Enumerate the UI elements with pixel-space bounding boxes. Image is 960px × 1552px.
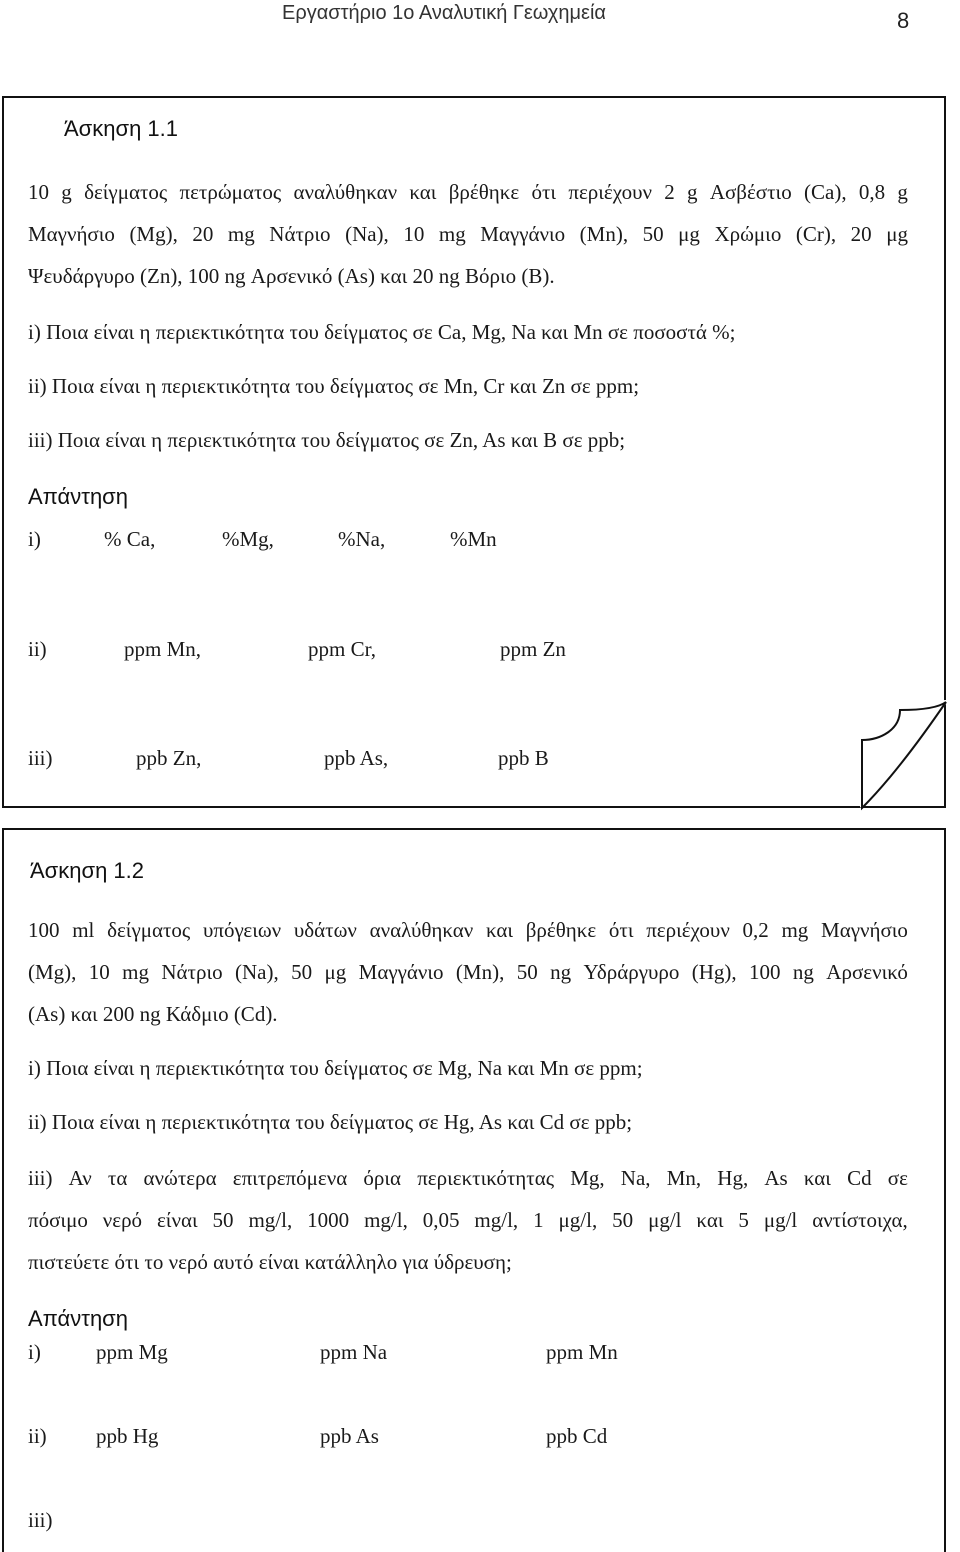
word: (Mn), [579,222,629,246]
answer-item: ppb Zn, [136,746,202,770]
word: g [687,180,698,204]
word: (Cr), [795,222,837,246]
answer-label: iii) [28,1508,53,1532]
header-title: Εργαστήριο 1ο Αναλυτική Γεωχημεία [282,2,606,24]
word: υδάτων [293,918,357,942]
exercise-1-intro-line-3: Ψευδάργυρο (Zn), 100 ng Αρσενικό (As) και 20 ng Βόριο (B). [28,264,555,288]
word: mg/l, [364,1208,408,1232]
word: ανώτερα [143,1166,217,1190]
answer-item: ppm Na [320,1340,388,1364]
word: Χρώμιο [714,222,782,246]
word: ότι [608,918,634,942]
word: αντίστοιχα, [812,1208,908,1232]
word: σε [887,1166,908,1190]
exercise-1-title: Άσκηση 1.1 [64,116,179,141]
answer-label: ii) [28,1424,47,1448]
word: Mg, [570,1166,605,1190]
word: Na, [620,1166,651,1190]
word: βρέθηκε [448,180,520,204]
word: 0,05 [422,1208,460,1232]
word: 50 [642,222,664,246]
word: Ασβέστιο [709,180,792,204]
word: (Na), [345,222,389,246]
word: 0,8 [858,180,886,204]
word: Αρσενικό [826,960,908,984]
word: 50 [291,960,313,984]
answer-item: ppm Cr, [308,637,376,661]
word: mg [122,960,150,984]
answer-item: ppb As [320,1424,379,1448]
word: δείγματος [84,180,168,204]
word: Hg, [717,1166,749,1190]
exercise-1-answer-heading: Απάντηση [28,484,128,509]
page-number: 8 [897,8,910,33]
answer-item: ppm Mn [546,1340,618,1364]
word: επιτρεπόμενα [232,1166,348,1190]
word: Mn, [666,1166,702,1190]
word: αναλύθηκαν [369,918,474,942]
word: 10 [403,222,425,246]
word: μg/l [648,1208,682,1232]
word: 50 [516,960,538,984]
word: Μαγνήσιο [821,918,908,942]
answer-label: iii) [28,746,53,770]
word: 1 [533,1208,544,1232]
word: 20 [850,222,872,246]
word: 100 [28,918,60,942]
word: πόσιμο [28,1208,88,1232]
word: 0,2 [742,918,769,942]
answer-item: %Mg, [222,527,274,551]
word: μg [886,222,908,246]
word: (Mg), [129,222,178,246]
word: Μαγνήσιο [28,222,115,246]
answer-label: i) [28,1340,41,1364]
word: mg [227,222,255,246]
word: iii) [28,1166,53,1190]
word: ότι [531,180,557,204]
word: 1000 [307,1208,350,1232]
page-curl-icon [860,700,950,812]
exercise-1-question-3: iii) Ποια είναι η περιεκτικότητα του δείγματος σε Zn, As και B σε ppb; [28,428,626,452]
word: μg/l, [558,1208,598,1232]
exercise-2-question-2: ii) Ποια είναι η περιεκτικότητα του δείγματος σε Hg, As και Cd σε ppb; [28,1110,633,1134]
word: υπόγειων [202,918,282,942]
word: (Ca), [804,180,847,204]
word: mg [438,222,466,246]
word: As [764,1166,788,1190]
word: τα [107,1166,128,1190]
exercise-2-question-1: i) Ποια είναι η περιεκτικότητα του δείγματος σε Mg, Na και Mn σε ppm; [28,1056,643,1080]
word: Νάτριο [161,960,223,984]
word: Αν [68,1166,92,1190]
exercise-1-question-2: ii) Ποια είναι η περιεκτικότητα του δείγματος σε Mn, Cr και Zn σε ppm; [28,374,640,398]
word: περιέχουν [646,918,730,942]
exercise-2-question-3-line-1 [28,1166,908,1191]
word: δείγματος [107,918,191,942]
word: 10 [88,960,110,984]
word: 50 [612,1208,634,1232]
answer-item: ppm Zn [500,637,566,661]
exercise-2-answer-heading: Απάντηση [28,1306,128,1331]
answer-item: ppm Mg [96,1340,168,1364]
exercise-2-intro-line-1 [28,918,908,943]
word: 100 [749,960,781,984]
word: ng [792,960,814,984]
word: και [485,918,514,942]
word: νερό [102,1208,143,1232]
exercise-2-intro-line-2 [28,960,908,985]
answer-item: ppb B [498,746,549,770]
word: (Mg), [28,960,77,984]
word: Υδράργυρο [583,960,680,984]
word: Cd [847,1166,872,1190]
word: βρέθηκε [525,918,597,942]
word: mg/l, [474,1208,519,1232]
word: 20 [192,222,214,246]
word: (Mn), [455,960,505,984]
word: και [803,1166,831,1190]
exercise-2-title: Άσκηση 1.2 [30,858,145,883]
word: ml [72,918,95,942]
word: g [61,180,72,204]
word: (Hg), [691,960,737,984]
word: περιέχουν [568,180,652,204]
word: mg [781,918,809,942]
answer-label: i) [28,527,41,551]
word: μg/l [763,1208,798,1232]
word: ng [550,960,572,984]
answer-item: ppb As, [324,746,389,770]
word: (Na), [235,960,279,984]
word: και [696,1208,724,1232]
exercise-1-intro-line-1 [28,180,908,205]
word: αναλύθηκαν [293,180,398,204]
word: Νάτριο [269,222,331,246]
answer-item: ppb Hg [96,1424,159,1448]
exercise-2-intro-line-3: (As) και 200 ng Κάδμιο (Cd). [28,1002,278,1026]
exercise-1-intro-line-2 [28,222,908,247]
word: 50 [212,1208,234,1232]
word: μg [678,222,700,246]
word: Μαγγάνιο [480,222,566,246]
answer-item: %Na, [338,527,386,551]
word: Μαγγάνιο [358,960,444,984]
exercise-1-question-1: i) Ποια είναι η περιεκτικότητα του δείγματος σε Ca, Mg, Na και Mn σε ποσοστά %; [28,320,736,344]
answer-item: ppm Mn, [124,637,202,661]
word: και [409,180,437,204]
answer-item: %Mn [450,527,497,551]
answer-item: % Ca, [104,527,156,551]
word: mg/l, [248,1208,293,1232]
exercise-2-question-3-line-3: πιστεύετε ότι το νερό αυτό είναι κατάλληλο για ύδρευση; [28,1250,512,1274]
word: 10 [28,180,49,204]
word: περιεκτικότητας [417,1166,555,1190]
exercise-2-question-3-line-2 [28,1208,908,1233]
word: όρια [363,1166,402,1190]
word: μg [324,960,347,984]
word: είναι [156,1208,198,1232]
word: πετρώματος [179,180,282,204]
answer-label: ii) [28,637,47,661]
answer-item: ppb Cd [546,1424,608,1448]
word: g [897,180,908,204]
word: 2 [664,180,675,204]
word: 5 [738,1208,749,1232]
